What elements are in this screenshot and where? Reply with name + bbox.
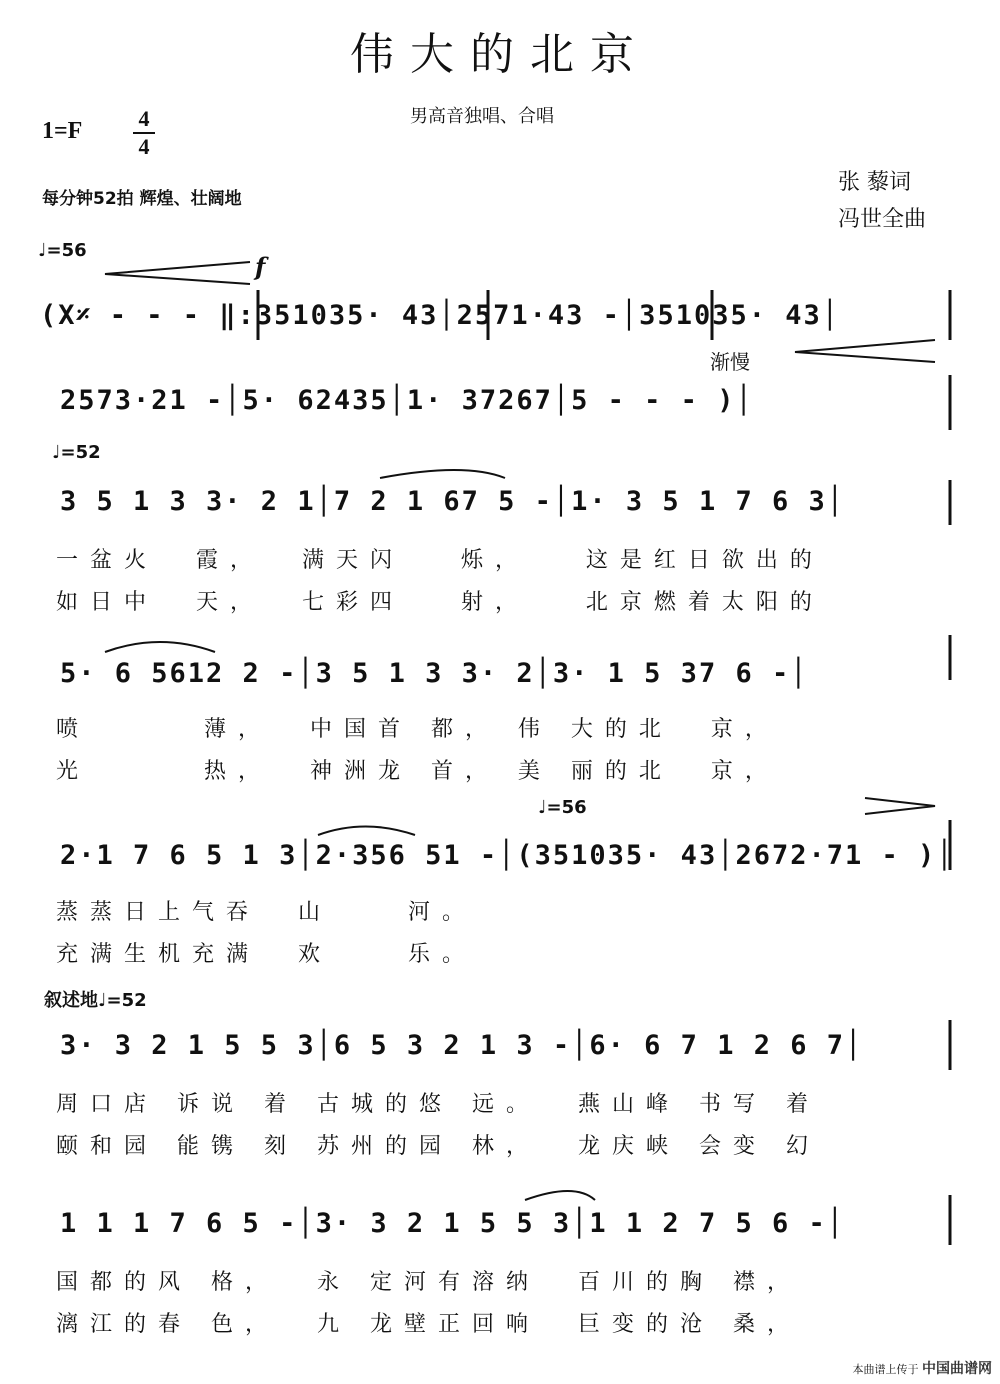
notation-system-7: 1 1 1 7 6 5 -│3· 3 2 1 5 5 3│1 1 2 7 5 6 -│ (60, 1208, 845, 1239)
notation-system-2: 2573·21 -│5· 62435│1· 37267│5 - - - )│ (60, 385, 754, 416)
lyric-line-7-verse-1: 国都的风 格， 永 定河有溶纳 百川的胸 襟， (56, 1270, 801, 1295)
tempo-mark-52: ♩=52 (52, 442, 101, 463)
dynamic-forte: f (255, 252, 266, 281)
tempo-mark-56-interlude: ♩=56 (538, 797, 587, 818)
key-signature: 1=F (42, 118, 83, 144)
footer-text: 本曲谱上传于 (852, 1363, 919, 1376)
slur (318, 827, 415, 836)
lyric-line-6-verse-1: 周口店 诉说 着 古城的悠 远。 燕山峰 书写 着 (56, 1092, 820, 1117)
lyric-line-5-verse-1: 蒸蒸日上气吞 山 河。 (56, 900, 476, 925)
lyric-line-4-verse-1: 喷 薄， 中国首 都， 伟 大的北 京， (56, 717, 779, 742)
notation-system-6: 3· 3 2 1 5 5 3│6 5 3 2 1 3 -│6· 6 7 1 2 6 7│ (60, 1030, 864, 1061)
crescendo-hairpin-2 (795, 340, 935, 362)
lyric-line-7-verse-2: 漓江的春 色， 九 龙壁正回响 巨变的沧 桑， (56, 1312, 801, 1337)
site-logo: 中国曲谱网 (922, 1361, 992, 1377)
lyric-line-4-verse-2: 光 热， 神洲龙 首， 美 丽的北 京， (56, 759, 779, 784)
notation-system-4: 5· 6 5612 2 -│3 5 1 3 3· 2│3· 1 5 37 6 -│ (60, 658, 809, 689)
slur (525, 1191, 595, 1200)
crescendo-hairpin (105, 262, 250, 284)
tempo-mark-56: ♩=56 (38, 240, 87, 261)
song-title: 伟大的北京 (350, 29, 650, 80)
tempo-mark-narrative: 叙述地♩=52 (44, 990, 147, 1011)
lyric-line-3-verse-2: 如日中 天， 七彩四 射， 北京燃着太阳的 (56, 590, 824, 615)
notation-system-3: 3 5 1 3 3· 2 1│7 2 1 67 5 -│1· 3 5 1 7 6 3│ (60, 486, 845, 517)
lyricist-credit: 张 藜词 (838, 170, 911, 195)
lyric-line-3-verse-1: 一盆火 霞， 满天闪 烁， 这是红日欲出的 (56, 548, 824, 573)
lyric-line-5-verse-2: 充满生机充满 欢 乐。 (56, 942, 476, 967)
composer-credit: 冯世全曲 (838, 207, 927, 232)
slur (380, 470, 505, 478)
upload-footer (853, 1358, 993, 1378)
time-signature-top: 4 (138, 106, 150, 131)
notation-system-5: 2·1 7 6 5 1 3│2·356 51 -│(351035· 43│2672·71 - )│ (60, 840, 955, 871)
slur (105, 642, 215, 652)
performance-type: 男高音独唱、合唱 (410, 106, 554, 127)
time-signature-bottom: 4 (138, 134, 150, 159)
tempo-expression: 每分钟52拍 辉煌、壮阔地 (42, 189, 242, 209)
lyric-line-6-verse-2: 颐和园 能镌 刻 苏州的园 林， 龙庆峡 会变 幻 (56, 1134, 820, 1159)
ritardando-mark: 渐慢 (710, 350, 750, 374)
decrescendo-hairpin (865, 798, 935, 814)
notation-system-1: (X𝄎 - - - ‖:351035· 43│2571·43 -│351035· 43│ (40, 300, 840, 331)
